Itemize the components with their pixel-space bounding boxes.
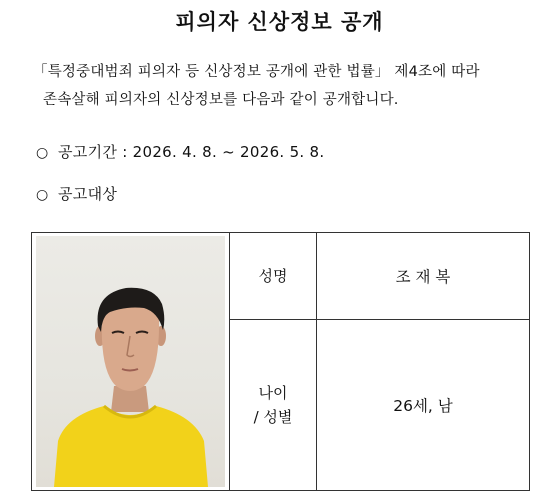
age-value: 26세, 남	[393, 397, 453, 416]
intro-line-1: 「특정중대범죄 피의자 등 신상정보 공개에 관한 법률」 제4조에 따라	[33, 64, 480, 80]
notice-target-text: 공고대상	[58, 185, 118, 203]
name-label: 성명	[258, 267, 288, 286]
notice-period-text: 공고기간 : 2026. 4. 8. ~ 2026. 5. 8.	[58, 143, 325, 161]
photo-cell	[32, 233, 230, 491]
age-label-line-2: / 성별	[253, 408, 293, 427]
suspect-photo	[36, 236, 225, 487]
name-value-cell	[317, 233, 530, 320]
age-value-cell	[317, 320, 530, 491]
circle-bullet-icon: ○	[36, 145, 49, 161]
notice-target-item	[36, 183, 117, 204]
name-value: 조 재 복	[395, 268, 451, 287]
notice-period-item	[36, 141, 324, 162]
suspect-info-table	[31, 232, 530, 491]
circle-bullet-icon: ○	[36, 187, 49, 203]
age-label-line-1: 나이	[258, 384, 288, 403]
intro-paragraph	[33, 58, 543, 114]
page-title: 피의자 신상정보 공개	[175, 10, 384, 34]
intro-line-2: 존속살해 피의자의 신상정보를 다음과 같이 공개합니다.	[43, 92, 399, 108]
name-label-cell	[230, 233, 317, 320]
age-label-cell	[230, 320, 317, 491]
